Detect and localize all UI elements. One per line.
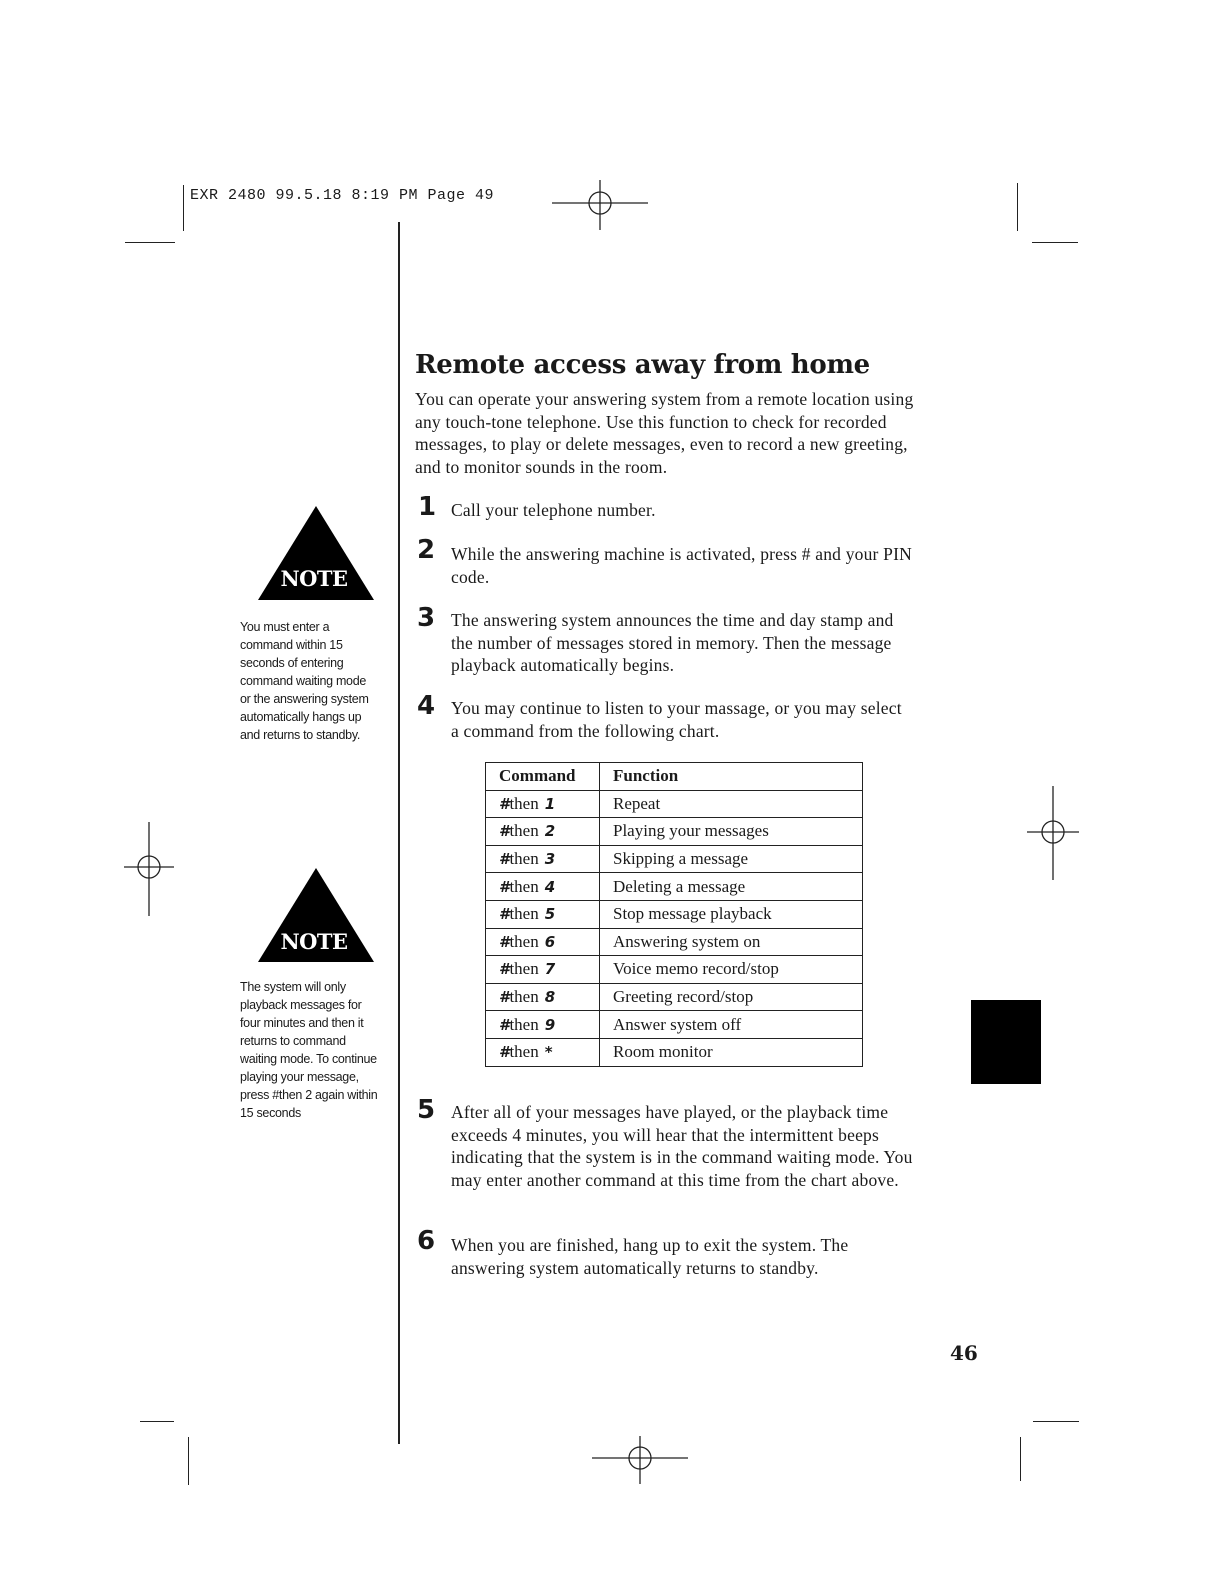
function-cell: Answering system on <box>600 928 863 956</box>
step-text: Call your telephone number. <box>451 500 656 520</box>
command-cell <box>486 1038 600 1066</box>
key-digit: 2 <box>544 822 556 841</box>
hash-symbol: # <box>499 1043 510 1062</box>
then-word: then <box>509 876 539 896</box>
step-number: 4 <box>417 691 436 721</box>
table-row <box>486 818 863 846</box>
crop-mark <box>183 185 184 231</box>
table-row <box>486 900 863 928</box>
step-text: The answering system announces the time and day stamp and the number of messages stored in memory. Then the message playback automatically begins. <box>451 610 894 675</box>
step-number: 1 <box>418 492 437 522</box>
then-word: then <box>509 1014 539 1034</box>
function-cell: Room monitor <box>600 1038 863 1066</box>
key-digit: 1 <box>544 794 556 813</box>
step-text: While the answering machine is activated, press # and your PIN code. <box>451 544 912 587</box>
step-text: When you are finished, hang up to exit the system. The answering system automatically returns to standby. <box>451 1235 849 1278</box>
table-row <box>486 983 863 1011</box>
then-word: then <box>509 793 539 813</box>
function-cell: Repeat <box>600 790 863 818</box>
column-header-function: Function <box>600 763 863 791</box>
column-divider <box>398 222 400 1444</box>
hash-symbol: # <box>499 850 510 869</box>
note-text: The system will only playback messages for four minutes and then it returns to command waiting mode. To continue playing your message, press #then 2 again within 15 seconds <box>240 980 378 1120</box>
then-word: then <box>509 821 539 841</box>
printer-slug: EXR 2480 99.5.18 8:19 PM Page 49 <box>190 187 495 204</box>
hash-symbol: # <box>499 988 510 1007</box>
column-header-command: Command <box>486 763 600 791</box>
page-title: Remote access away from home <box>415 350 870 380</box>
hash-symbol: # <box>499 932 510 951</box>
command-cell <box>486 818 600 846</box>
key-digit: * <box>544 1043 553 1062</box>
key-digit: 4 <box>544 877 556 896</box>
command-table <box>485 762 863 1067</box>
registration-target-icon <box>1025 784 1081 882</box>
then-word: then <box>509 1042 539 1062</box>
command-cell <box>486 1011 600 1039</box>
function-cell: Skipping a message <box>600 845 863 873</box>
command-cell <box>486 845 600 873</box>
table-header-row <box>486 763 863 791</box>
intro-paragraph: You can operate your answering system from a remote location using any touch-tone telephone. Use this function to check for recorded messages, to play or delete messages, even to record a new greeting, and to monitor sounds in the room. <box>415 389 914 477</box>
then-word: then <box>509 904 539 924</box>
key-digit: 6 <box>544 932 556 951</box>
function-cell: Greeting record/stop <box>600 983 863 1011</box>
table-row <box>486 845 863 873</box>
note-label: NOTE <box>280 929 348 954</box>
step-number: 5 <box>417 1095 436 1125</box>
key-digit: 5 <box>544 905 556 924</box>
command-cell <box>486 873 600 901</box>
command-cell <box>486 900 600 928</box>
table-row <box>486 1011 863 1039</box>
command-cell <box>486 956 600 984</box>
hash-symbol: # <box>499 960 510 979</box>
step-number: 6 <box>417 1226 436 1256</box>
command-cell <box>486 928 600 956</box>
table-row <box>486 956 863 984</box>
step-text: You may continue to listen to your massage, or you may select a command from the following chart. <box>451 698 902 741</box>
hash-symbol: # <box>499 905 510 924</box>
hash-symbol: # <box>499 877 510 896</box>
crop-mark <box>125 242 175 243</box>
then-word: then <box>509 987 539 1007</box>
crop-mark <box>1020 1437 1021 1481</box>
function-cell: Deleting a message <box>600 873 863 901</box>
function-cell: Voice memo record/stop <box>600 956 863 984</box>
hash-symbol: # <box>499 822 510 841</box>
crop-mark <box>1032 242 1078 243</box>
function-cell: Answer system off <box>600 1011 863 1039</box>
step-number: 2 <box>417 535 436 565</box>
function-cell: Playing your messages <box>600 818 863 846</box>
note-text: You must enter a command within 15 seconds of entering command waiting mode or the answering system automatically hangs up and returns to standby. <box>240 620 369 742</box>
table-row <box>486 873 863 901</box>
step-number: 3 <box>417 603 436 633</box>
table-row <box>486 928 863 956</box>
key-digit: 7 <box>544 960 556 979</box>
then-word: then <box>509 959 539 979</box>
then-word: then <box>509 849 539 869</box>
step-text: After all of your messages have played, or the playback time exceeds 4 minutes, you will hear that the intermittent beeps indicating that the system is in the command waiting mode. You may enter another command at this time from the chart above. <box>451 1102 913 1190</box>
page-number: 46 <box>950 1341 978 1365</box>
hash-symbol: # <box>499 794 510 813</box>
hash-symbol: # <box>499 1015 510 1034</box>
then-word: then <box>509 931 539 951</box>
function-cell: Stop message playback <box>600 900 863 928</box>
command-cell <box>486 790 600 818</box>
crop-mark <box>188 1437 189 1485</box>
chapter-tab <box>971 1000 1041 1084</box>
registration-target-icon <box>120 820 176 918</box>
table-row <box>486 790 863 818</box>
registration-target-icon <box>590 1434 690 1486</box>
key-digit: 8 <box>544 988 556 1007</box>
registration-target-icon <box>552 178 652 232</box>
crop-mark <box>1033 1421 1079 1422</box>
crop-mark <box>1017 183 1018 231</box>
note-label: NOTE <box>280 566 348 591</box>
key-digit: 9 <box>544 1015 556 1034</box>
command-cell <box>486 983 600 1011</box>
table-row <box>486 1038 863 1066</box>
crop-mark <box>140 1421 174 1422</box>
key-digit: 3 <box>544 850 556 869</box>
